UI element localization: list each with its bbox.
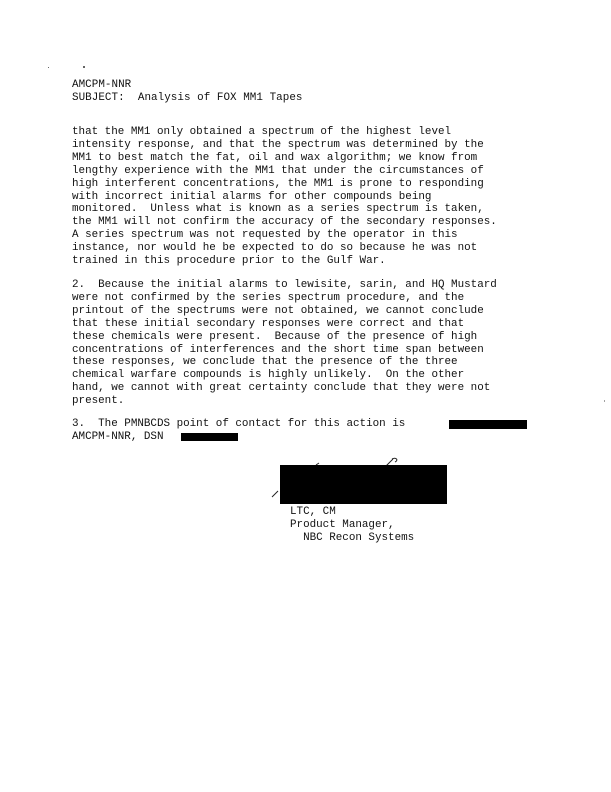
subject-label: SUBJECT: — [72, 92, 125, 104]
paragraph-line: lengthy experience with the MM1 that under the circumstances of — [72, 164, 484, 177]
office-symbol: AMCPM-NNR — [72, 79, 132, 91]
dsn-text: AMCPM-NNR, DSN — [72, 430, 164, 443]
paragraph-line: MM1 to best match the fat, oil and wax algorithm; we know from — [72, 151, 478, 164]
paragraph-line: intensity response, and that the spectrum was determined by the — [72, 138, 484, 151]
paragraph-line: with incorrect initial alarms for other compounds being — [72, 190, 432, 203]
contact-text: 3. The PMNBCDS point of contact for this action is — [72, 418, 406, 430]
signer-title: Product Manager, — [290, 519, 395, 532]
paragraph-line: 2. Because the initial alarms to lewisite, sarin, and HQ Mustard — [72, 279, 497, 291]
paragraph-line: these chemicals were present. Because of the presence of high — [72, 330, 478, 343]
paragraph-line: instance, nor would he be expected to do so because he was not — [72, 242, 478, 255]
paragraph-line: were not confirmed by the series spectrum procedure, and the — [72, 291, 465, 304]
signer-organization: NBC Recon Systems — [290, 532, 415, 545]
paragraph-line: chemical warfare compounds is highly unlikely. On the other — [72, 369, 465, 382]
signer-rank: LTC, CM — [290, 506, 336, 518]
paragraph-line: high interferent concentrations, the MM1 is prone to responding — [72, 177, 484, 190]
paragraph-line: concentrations of interferences and the short time span between — [72, 343, 484, 356]
paragraph-line: A series spectrum was not requested by the operator in this — [72, 229, 458, 242]
paragraph-line: that the MM1 only obtained a spectrum of the highest level — [72, 126, 452, 138]
paragraph-line: printout of the spectrums were not obtained, we cannot conclude — [72, 304, 484, 317]
paragraph-line: these responses, we conclude that the presence of the three — [72, 356, 458, 369]
paragraph-line: the MM1 will not confirm the accuracy of the secondary responses. — [72, 216, 497, 229]
paragraph-line: trained in this procedure prior to the Gulf War. — [72, 255, 386, 268]
signature-block — [290, 506, 414, 546]
paragraph-line: monitored. Unless what is known as a series spectrum is taken, — [72, 203, 484, 216]
paragraph-line: present. — [72, 395, 125, 408]
paragraph-line: that these initial secondary responses were correct and that — [72, 317, 465, 330]
subject-text: Analysis of FOX MM1 Tapes — [137, 92, 303, 104]
paragraph-line: hand, we cannot with great certainty conclude that they were not — [72, 382, 491, 395]
redacted-signature — [280, 465, 447, 504]
